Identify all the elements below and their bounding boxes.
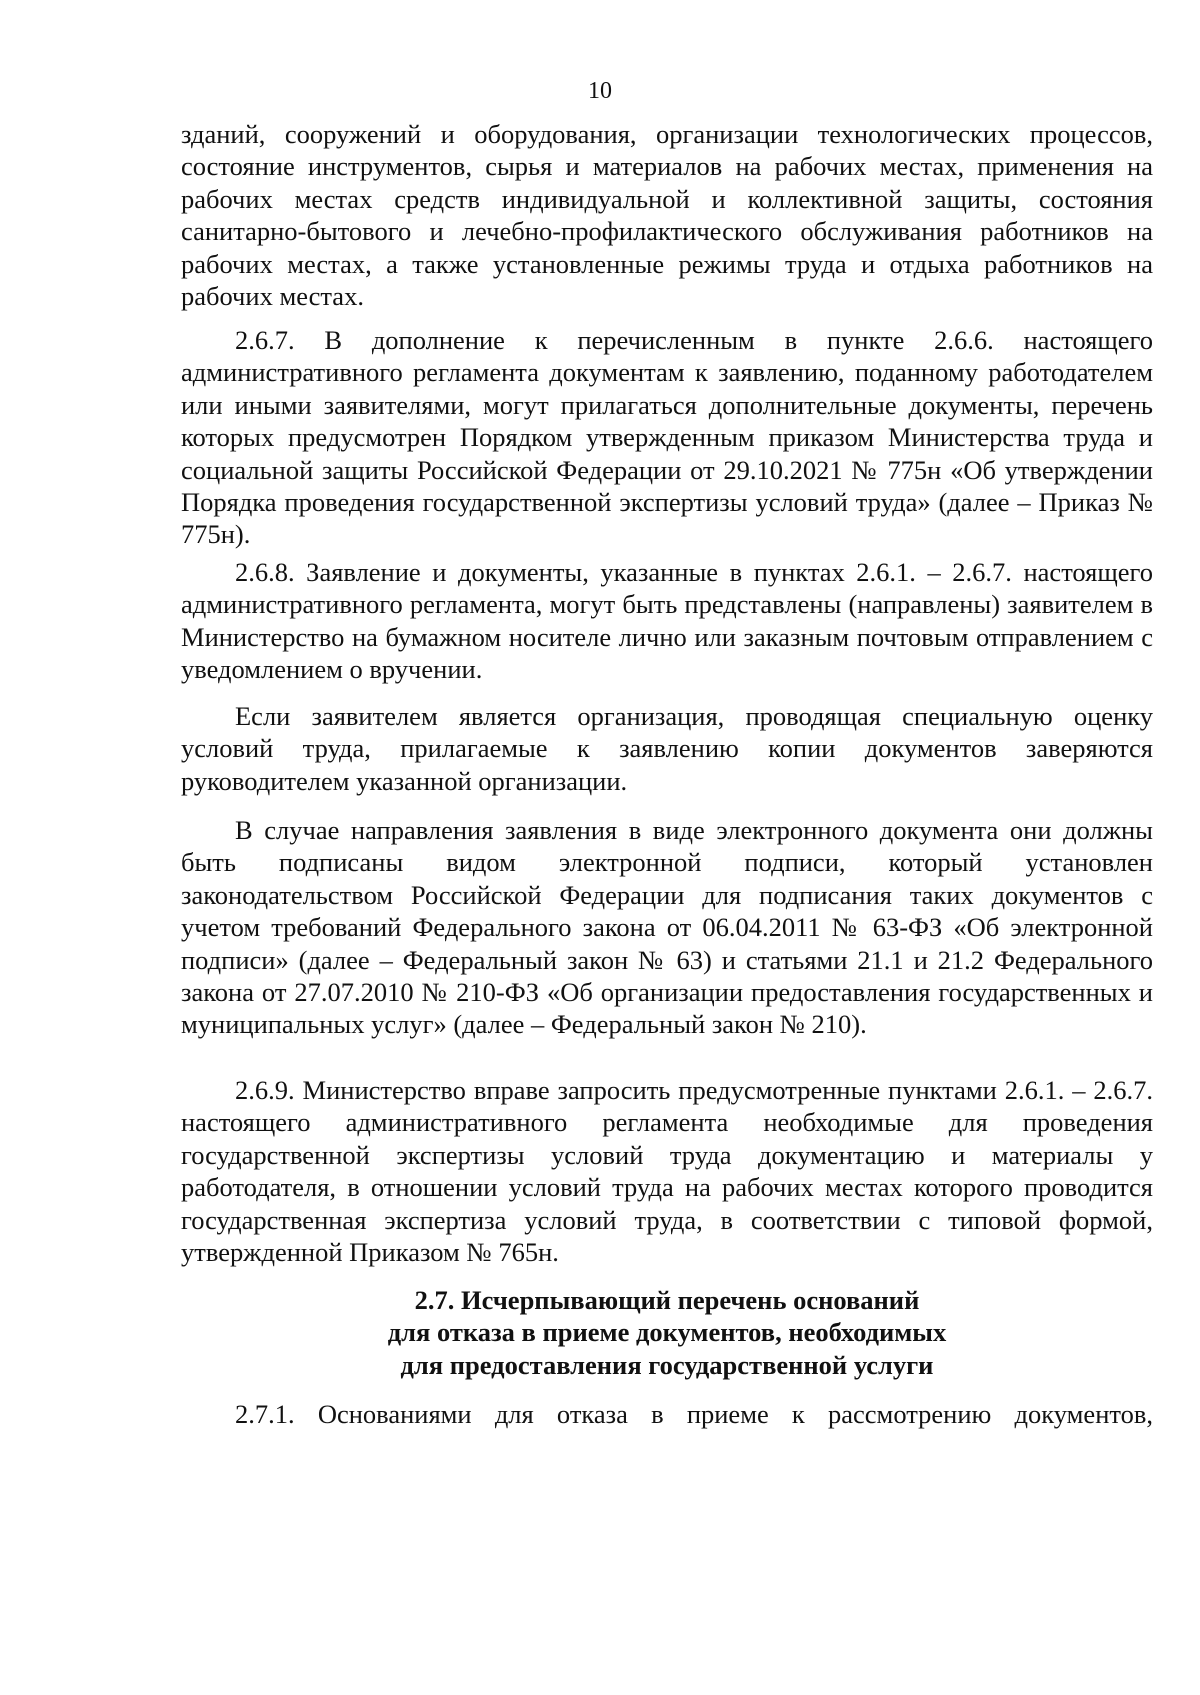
paragraph-electronic-signature: В случае направления заявления в виде электронного документа они должны быть подписаны видом электронной подписи, который установлен законодательством Российской Федерации для подписания таких документов с учетом требований Федерального закона от 06.04.2011 № 63-ФЗ «Об электронной подписи» (далее – Федеральный закон № 63) и статьями 21.1 и 21.2 Федерального закона от 27.07.2010 № 210-ФЗ «Об организации предоставления государственных и муниципальных услуг» (далее – Федеральный закон № 210). — [181, 815, 1153, 1040]
paragraph-continuation: зданий, сооружений и оборудования, организации технологических процессов, состояние инструментов, сырья и материалов на рабочих местах, применения на рабочих местах средств индивидуальной и коллективной защиты, состояния санитарно-бытового и лечебно-профилактического обслуживания работников на рабочих местах, а также установленные режимы труда и отдыха работников на рабочих местах. — [181, 119, 1153, 312]
section-heading-line-1: 2.7. Исчерпывающий перечень оснований — [414, 1285, 920, 1315]
paragraph-2-6-8: 2.6.8. Заявление и документы, указанные в пунктах 2.6.1. – 2.6.7. настоящего административного регламента, могут быть представлены (направлены) заявителем в Министерство на бумажном носителе лично или заказным почтовым отправлением с уведомлением о вручении. — [181, 557, 1153, 685]
paragraph-certification: Если заявителем является организация, проводящая специальную оценку условий труда, прилагаемые к заявлению копии документов заверяются руководителем указанной организации. — [181, 701, 1153, 796]
page-number: 10 — [588, 78, 612, 104]
section-heading-2-7 — [181, 1284, 1153, 1381]
section-heading-line-2: для отказа в приеме документов, необходимых — [387, 1317, 947, 1348]
paragraph-2-7-1: 2.7.1. Основаниями для отказа в приеме к рассмотрению документов, — [235, 1399, 1153, 1429]
paragraph-2-6-9: 2.6.9. Министерство вправе запросить предусмотренные пунктами 2.6.1. – 2.6.7. настоящего административного регламента необходимые для проведения государственной экспертизы условий труда документацию и материалы у работодателя, в отношении условий труда на рабочих местах которого проводится государственная экспертиза условий труда, в соответствии с типовой формой, утвержденной Приказом № 765н. — [181, 1075, 1153, 1268]
section-heading-line-3: для предоставления государственной услуги — [400, 1349, 934, 1380]
paragraph-2-6-7: 2.6.7. В дополнение к перечисленным в пункте 2.6.6. настоящего административного регламента документам к заявлению, поданному работодателем или иными заявителями, могут прилагаться дополнительные документы, перечень которых предусмотрен Порядком утвержденным приказом Министерства труда и социальной защиты Российской Федерации от 29.10.2021 № 775н «Об утверждении Порядка проведения государственной экспертизы условий труда» (далее – Приказ № 775н). — [181, 325, 1153, 550]
